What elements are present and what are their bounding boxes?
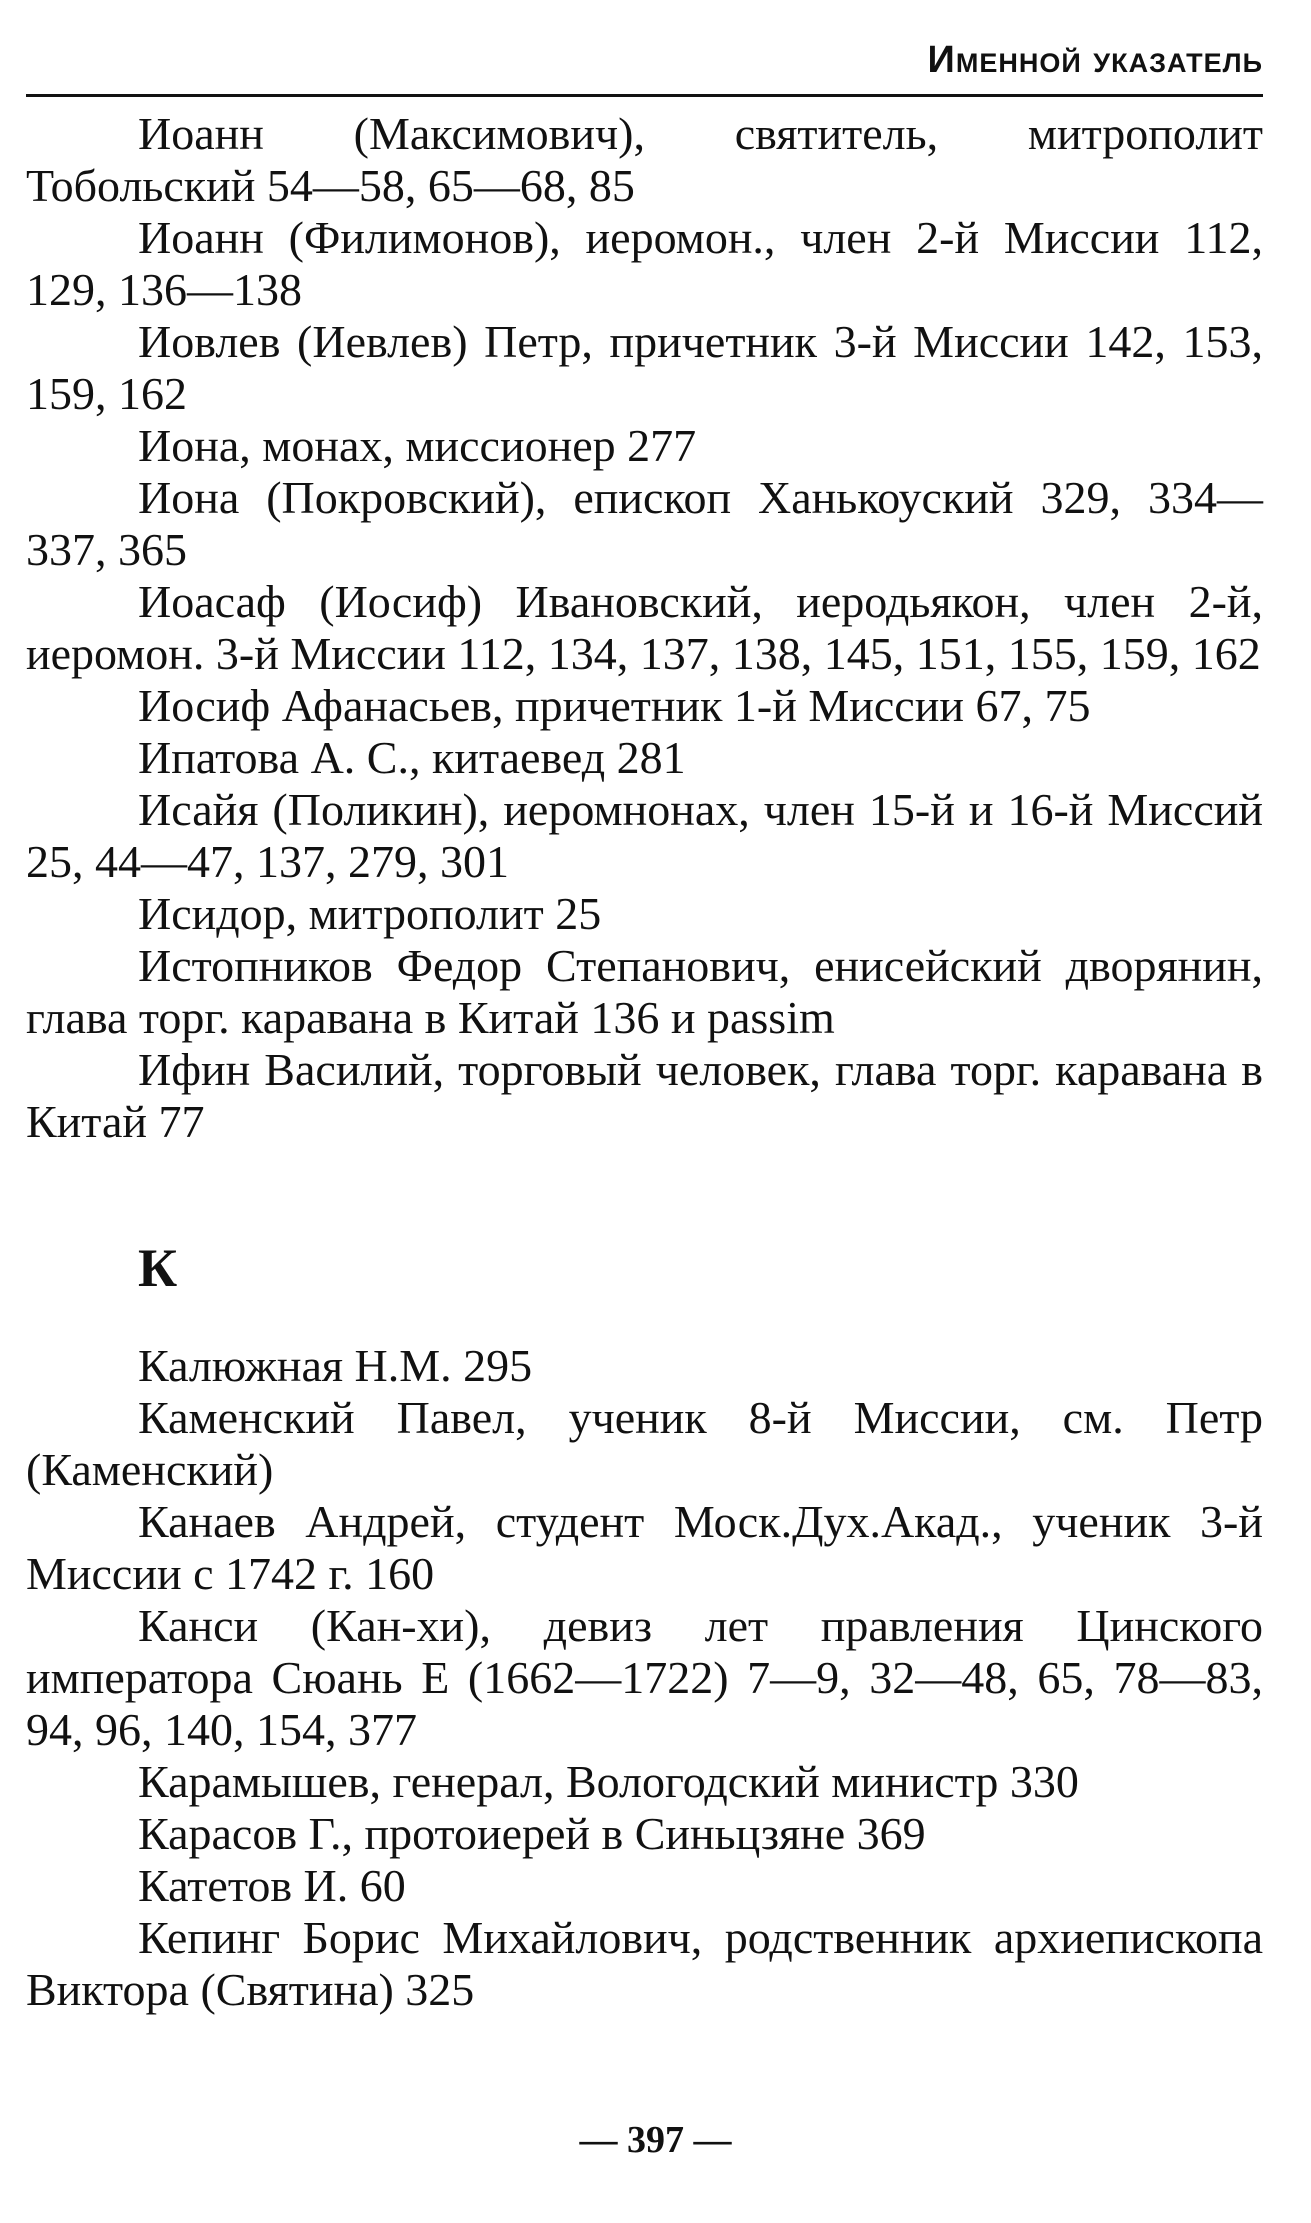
letter-heading: К <box>138 1238 178 1298</box>
index-entry: Кепинг Борис Михайлович, родственник архиепископа Виктора (Святина) 325 <box>26 1912 1263 2015</box>
index-entry: Иосиф Афанасьев, причетник 1-й Миссии 67, 75 <box>138 680 1091 731</box>
index-entry: Иона, монах, миссионер 277 <box>138 420 697 471</box>
running-head-title: Именной указатель <box>927 39 1263 81</box>
running-head <box>26 32 1263 97</box>
page-number: — 397 — <box>579 2119 732 2161</box>
index-entry: Канаев Андрей, студент Моск.Дух.Акад., ученик 3-й Миссии с 1742 г. 160 <box>26 1496 1263 1599</box>
index-entry: Исайя (Поликин), иеромнонах, член 15-й и 16-й Миссий 25, 44—47, 137, 279, 301 <box>26 784 1263 887</box>
index-section-k <box>26 1340 1263 2016</box>
index-entry: Иона (Покровский), епископ Ханькоуский 329, 334—337, 365 <box>26 472 1263 575</box>
index-entry: Катетов И. 60 <box>138 1860 406 1911</box>
index-entry: Каменский Павел, ученик 8-й Миссии, см. Петр (Каменский) <box>26 1392 1263 1495</box>
index-section-i <box>26 108 1263 1148</box>
index-entry: Иоанн (Филимонов), иеромон., член 2-й Миссии 112, 129, 136—138 <box>26 212 1263 315</box>
index-entry: Иоанн (Максимович), святитель, митрополит Тобольский 54—58, 65—68, 85 <box>26 108 1263 211</box>
index-entry: Карасов Г., протоиерей в Синьцзяне 369 <box>138 1808 926 1859</box>
index-entry: Истопников Федор Степанович, енисейский дворянин, глава торг. каравана в Китай 136 и passim <box>26 940 1263 1043</box>
index-entry: Калюжная Н.М. 295 <box>138 1340 533 1391</box>
index-entry: Карамышев, генерал, Вологодский министр 330 <box>138 1756 1079 1807</box>
index-entry: Исидор, митрополит 25 <box>138 888 602 939</box>
index-entry: Ипатова А. С., китаевед 281 <box>138 732 686 783</box>
index-entry: Канси (Кан-хи), девиз лет правления Цинского императора Сюань Е (1662—1722) 7—9, 32—48, 65, 78—83, 94, 96, 140, 154, 377 <box>26 1600 1263 1755</box>
index-entry: Ифин Василий, торговый человек, глава торг. каравана в Китай 77 <box>26 1044 1263 1147</box>
index-entry: Иовлев (Иевлев) Петр, причетник 3-й Миссии 142, 153, 159, 162 <box>26 316 1263 419</box>
index-entry: Иоасаф (Иосиф) Ивановский, иеродьякон, член 2-й, иеромон. 3-й Миссии 112, 134, 137, 138, 145, 151, 155, 159, 162 <box>26 576 1263 679</box>
